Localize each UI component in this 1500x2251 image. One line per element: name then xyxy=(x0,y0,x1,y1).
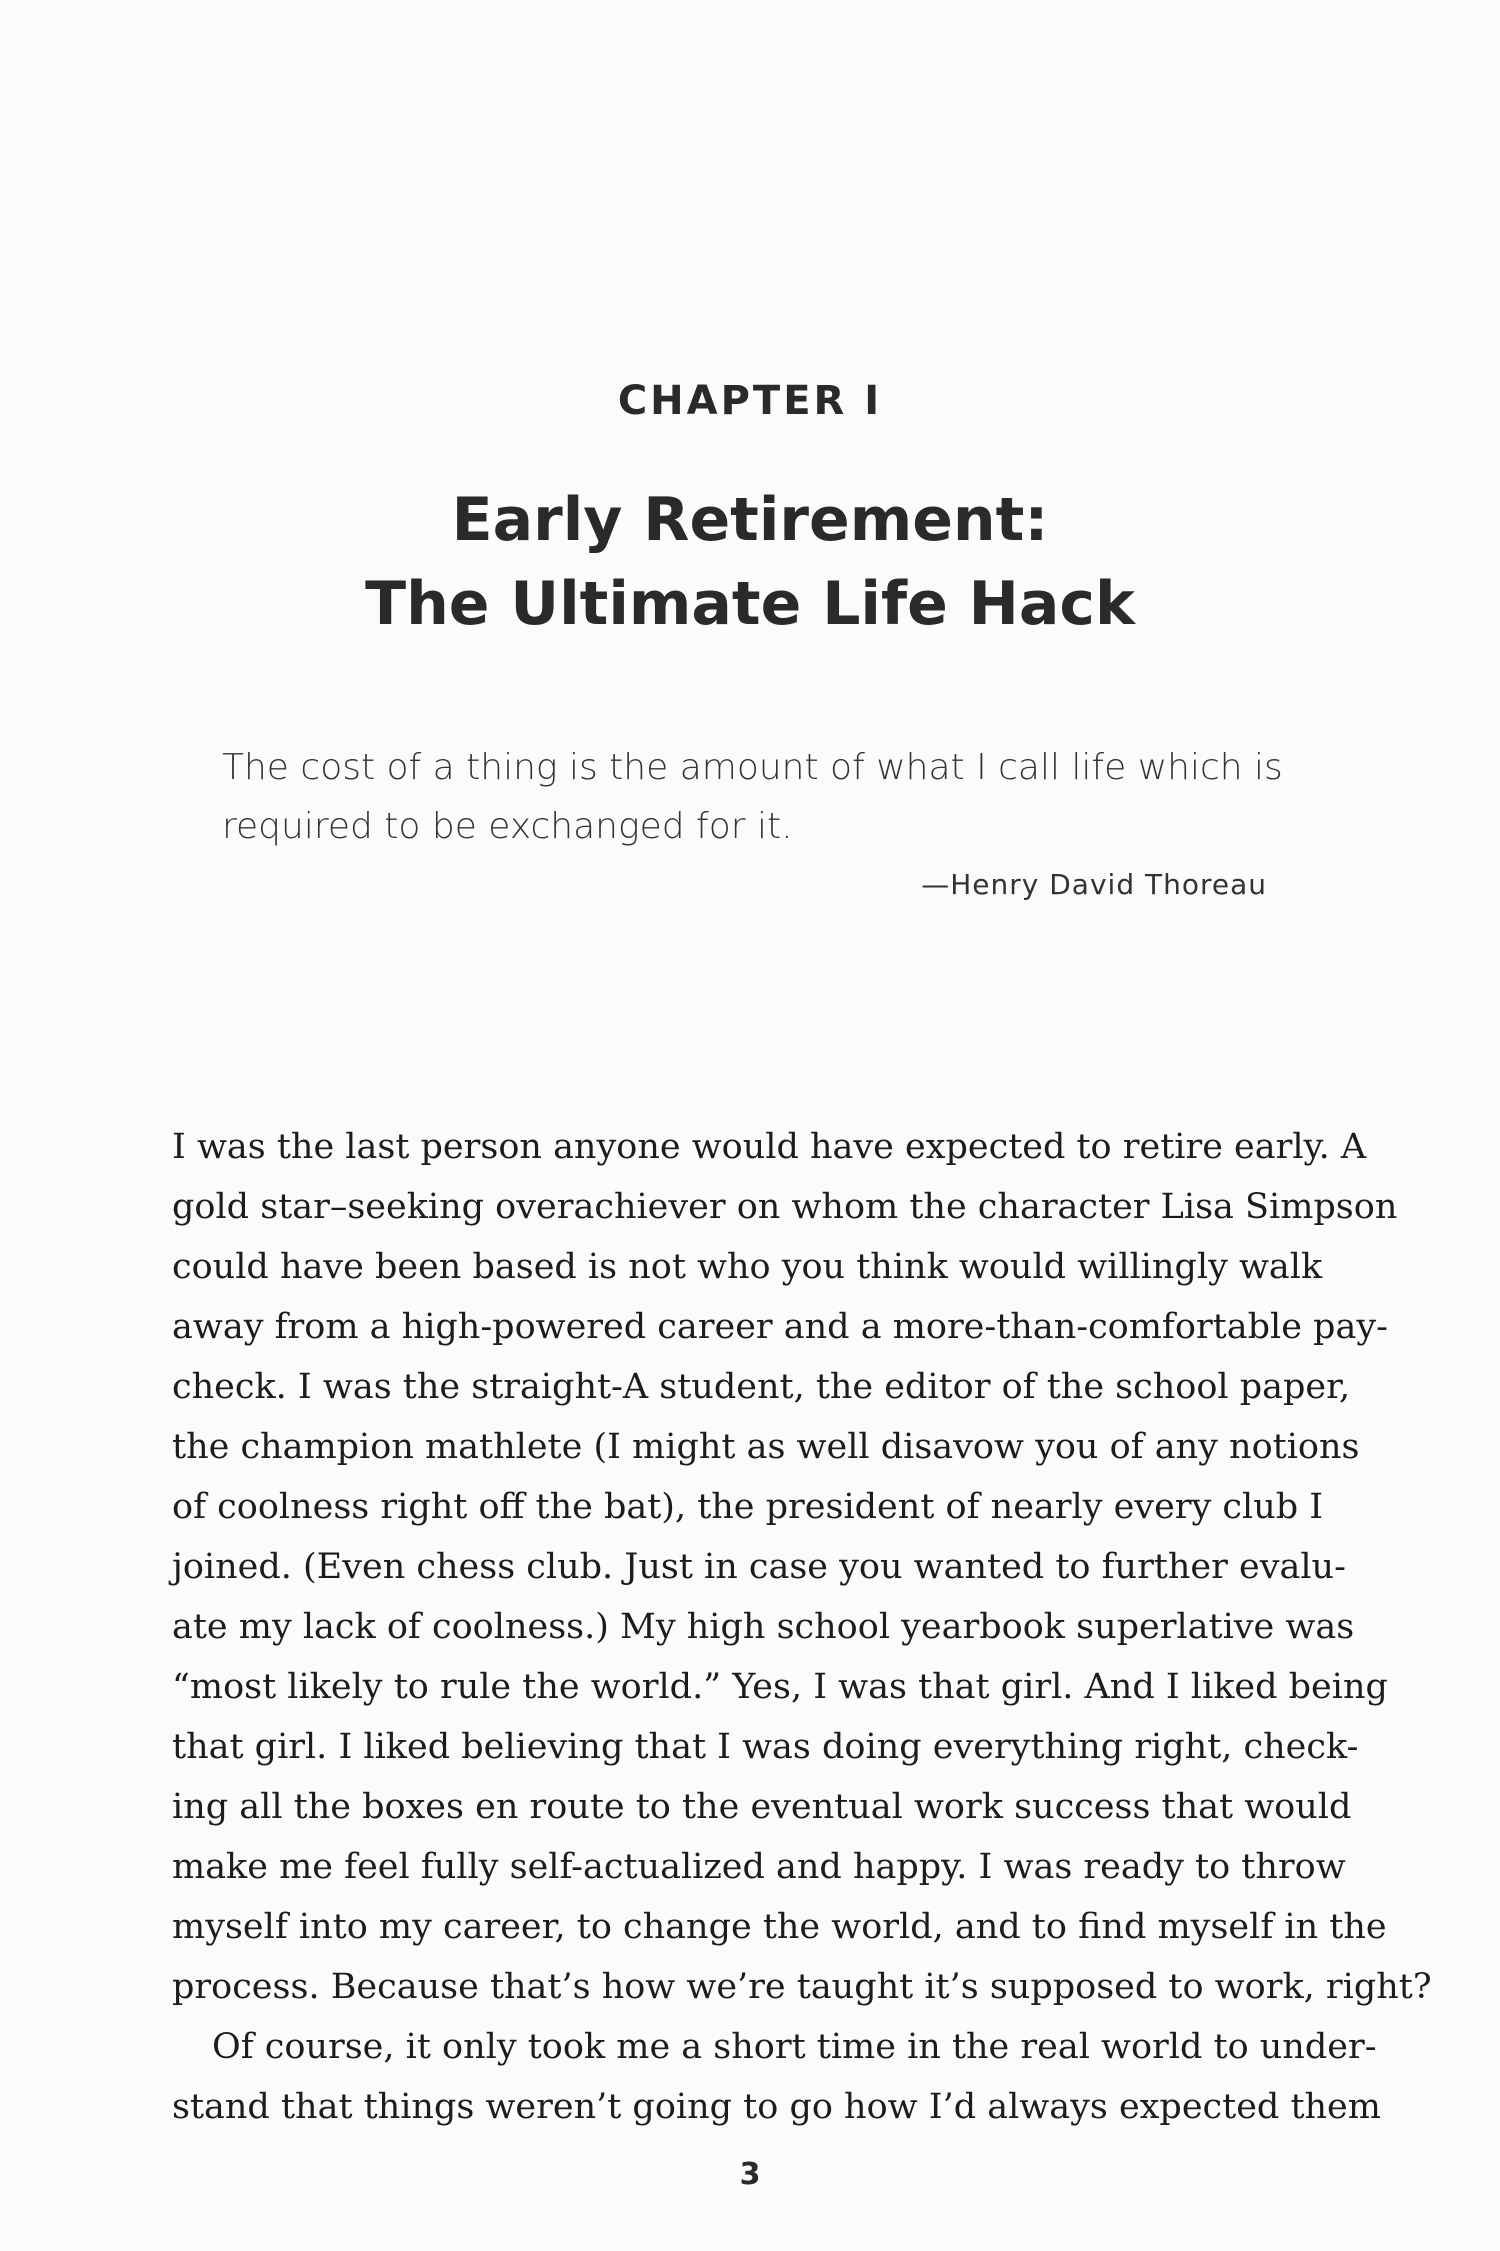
body-line: I was the last person anyone would have expected to retire early. A xyxy=(172,1127,1367,1167)
body-line: the champion mathlete (I might as well disavow you of any notions xyxy=(172,1427,1360,1467)
epigraph-attribution: —Henry David Thoreau xyxy=(921,868,1267,901)
body-line: check. I was the straight-A student, the editor of the school paper, xyxy=(172,1367,1351,1407)
body-line: ate my lack of coolness.) My high school yearbook superlative was xyxy=(172,1607,1355,1647)
body-line: stand that things weren’t going to go how I’d always expected them xyxy=(172,2087,1381,2127)
body-line: process. Because that’s how we’re taught it’s supposed to work, right? xyxy=(172,1967,1432,2007)
epigraph-line-1: The cost of a thing is the amount of what I call life which is xyxy=(222,747,1283,788)
body-line: make me feel fully self-actualized and happy. I was ready to throw xyxy=(172,1847,1346,1887)
page-number: 3 xyxy=(739,2157,761,2192)
body-line: joined. (Even chess club. Just in case you wanted to further evalu- xyxy=(172,1547,1346,1587)
chapter-title xyxy=(0,478,1500,646)
chapter-title-line-2: The Ultimate Life Hack xyxy=(365,569,1135,639)
body-line: “most likely to rule the world.” Yes, I was that girl. And I liked being xyxy=(172,1667,1388,1707)
body-line: could have been based is not who you think would willingly walk xyxy=(172,1247,1323,1287)
body-line: gold star–seeking overachiever on whom the character Lisa Simpson xyxy=(172,1187,1398,1227)
epigraph-quote xyxy=(222,738,1282,856)
body-line: myself into my career, to change the world, and to find myself in the xyxy=(172,1907,1387,1947)
chapter-label: CHAPTER I xyxy=(617,378,883,424)
body-line: away from a high-powered career and a more-than-comfortable pay- xyxy=(172,1307,1388,1347)
body-line: ing all the boxes en route to the eventual work success that would xyxy=(172,1787,1352,1827)
body-line: that girl. I liked believing that I was doing everything right, check- xyxy=(172,1727,1359,1767)
epigraph-line-2: required to be exchanged for it. xyxy=(222,806,793,847)
chapter-title-line-1: Early Retirement: xyxy=(451,485,1049,555)
body-line: of coolness right off the bat), the president of nearly every club I xyxy=(172,1487,1324,1527)
body-text xyxy=(172,1117,1432,2137)
body-line: Of course, it only took me a short time in the real world to under- xyxy=(212,2027,1377,2067)
